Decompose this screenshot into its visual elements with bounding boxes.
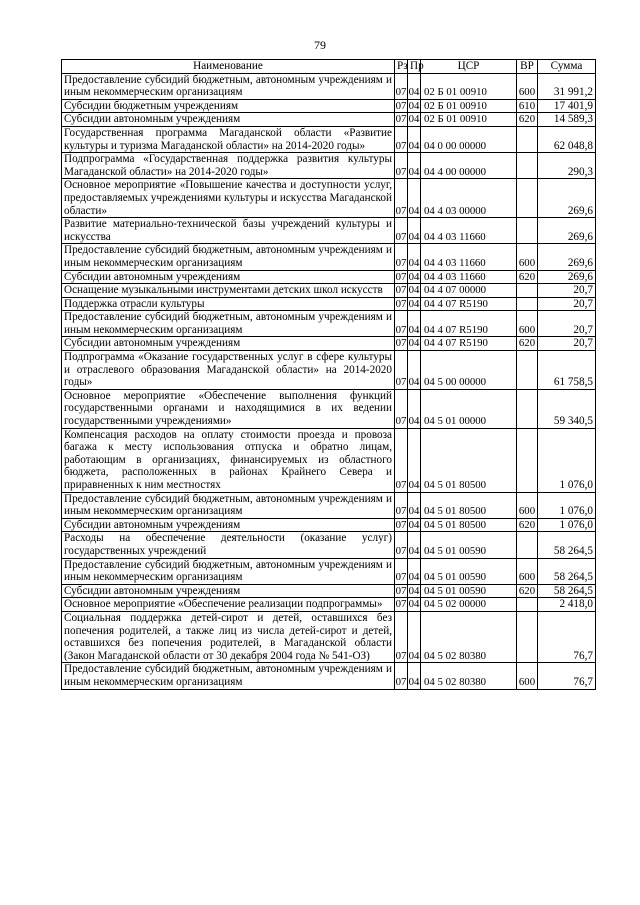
table-row (62, 337, 596, 351)
table-row (62, 584, 596, 598)
cell-csr: 04 5 01 00590 (421, 584, 517, 598)
cell-rz: 07 (395, 532, 408, 558)
table-row (62, 598, 596, 612)
cell-rz: 07 (395, 337, 407, 350)
cell-csr: 04 4 07 R5190 (421, 297, 517, 311)
cell-name: Предоставление субсидий бюджетным, автономным учреждениям и иным некоммерческим организациям (62, 244, 395, 270)
cell-csr: 04 5 01 80500 (421, 428, 517, 492)
cell-name: Субсидии автономным учреждениям (62, 113, 395, 127)
table-row (62, 179, 596, 218)
cell-pr: 04 (408, 532, 421, 558)
cell-vr (517, 284, 538, 298)
cell-csr: 02 Б 01 00910 (421, 99, 517, 113)
cell-vr (517, 351, 538, 390)
cell-name: Подпрограмма «Государственная поддержка развития культуры Магаданской области» на 2014-2020 годы» (62, 153, 395, 179)
cell-pr: 04 (408, 311, 421, 337)
cell-vr (517, 598, 538, 612)
budget-table (61, 59, 596, 690)
cell-rz: 07 (395, 611, 408, 662)
cell-pr: 04 (408, 584, 420, 597)
cell-csr: 04 4 07 R5190 (421, 337, 517, 351)
cell-vr (517, 218, 538, 244)
cell-vr: 620 (517, 113, 538, 127)
table-row (62, 284, 596, 298)
cell-csr: 04 4 03 00000 (421, 179, 517, 218)
table-row (62, 153, 596, 179)
table-row (62, 218, 596, 244)
header-name: Наименование (62, 60, 395, 74)
cell-vr (517, 389, 538, 428)
cell-csr: 04 5 01 00590 (421, 532, 517, 558)
cell-vr: 600 (517, 558, 538, 584)
cell-vr: 610 (517, 99, 538, 113)
cell-rz: 07 (395, 518, 407, 531)
cell-csr: 04 4 00 00000 (421, 153, 517, 179)
cell-pr: 04 (408, 73, 421, 99)
cell-vr: 600 (517, 244, 538, 270)
table-row (62, 518, 596, 532)
cell-rz: 07 (395, 244, 408, 270)
cell-sum: 20,7 (538, 337, 596, 351)
cell-rz: 07 (395, 311, 408, 337)
cell-pr: 04 (408, 179, 421, 218)
cell-sum: 1 076,0 (538, 428, 596, 492)
cell-csr: 04 5 02 80380 (421, 611, 517, 662)
cell-vr (517, 532, 538, 558)
table-row (62, 113, 596, 127)
header-csr: ЦСР (421, 60, 517, 74)
cell-rz: 07 (395, 584, 407, 597)
cell-name: Предоставление субсидий бюджетным, автономным учреждениям и иным некоммерческим организациям (62, 492, 395, 518)
cell-sum: 76,7 (538, 611, 596, 662)
cell-sum: 17 401,9 (538, 99, 596, 113)
table-row (62, 532, 596, 558)
cell-rz: 07 (395, 99, 407, 112)
cell-csr: 02 Б 01 00910 (421, 73, 517, 99)
cell-csr: 04 4 07 00000 (421, 284, 517, 298)
cell-name: Государственная программа Магаданской области «Развитие культуры и туризма Магаданской области» на 2014-2020 годы» (62, 126, 395, 152)
cell-pr: 04 (408, 244, 421, 270)
cell-vr: 600 (517, 311, 538, 337)
cell-pr: 04 (408, 518, 420, 531)
cell-pr: 04 (408, 270, 420, 283)
cell-vr (517, 126, 538, 152)
cell-name: Субсидии автономным учреждениям (62, 337, 395, 351)
cell-sum: 20,7 (538, 284, 596, 298)
cell-pr: 04 (408, 337, 420, 350)
cell-pr: 04 (408, 126, 421, 152)
cell-pr: 04 (408, 218, 421, 244)
cell-rz: 07 (395, 218, 408, 244)
cell-csr: 04 5 01 80500 (421, 492, 517, 518)
cell-vr: 600 (517, 73, 538, 99)
cell-rz: 07 (395, 558, 408, 584)
cell-pr: 04 (408, 99, 420, 112)
cell-name: Предоставление субсидий бюджетным, автономным учреждениям и иным некоммерческим организациям (62, 558, 395, 584)
cell-csr: 04 4 03 11660 (421, 218, 517, 244)
cell-vr (517, 297, 538, 311)
cell-name: Предоставление субсидий бюджетным, автономным учреждениям и иным некоммерческим организациям (62, 73, 395, 99)
cell-rz: 07 (395, 113, 407, 126)
cell-sum: 58 264,5 (538, 532, 596, 558)
cell-rz: 07 (395, 153, 408, 179)
table-header-row (62, 60, 596, 74)
cell-csr: 04 5 02 00000 (421, 598, 517, 612)
table-row (62, 311, 596, 337)
cell-name: Субсидии автономным учреждениям (62, 518, 395, 532)
cell-rz: 07 (395, 270, 407, 283)
table-row (62, 297, 596, 311)
table-row (62, 244, 596, 270)
table-row (62, 663, 596, 689)
table-row (62, 99, 596, 113)
cell-sum: 62 048,8 (538, 126, 596, 152)
table-row (62, 73, 596, 99)
cell-vr (517, 153, 538, 179)
cell-csr: 04 5 00 00000 (421, 351, 517, 390)
cell-sum: 269,6 (538, 244, 596, 270)
cell-sum: 58 264,5 (538, 558, 596, 584)
cell-name: Основное мероприятие «Повышение качества и доступности услуг, предоставляемых учреждениями культуры и искусства Магаданской области» (62, 179, 395, 218)
cell-sum: 2 418,0 (538, 598, 596, 612)
cell-vr (517, 611, 538, 662)
cell-name: Развитие материально-технической базы учреждений культуры и искусства (62, 218, 395, 244)
cell-rz: 07 (395, 598, 407, 611)
cell-csr: 04 5 01 80500 (421, 518, 517, 532)
cell-pr: 04 (408, 598, 420, 611)
cell-rz: 07 (395, 428, 408, 492)
cell-vr: 620 (517, 270, 538, 284)
cell-csr: 04 5 01 00590 (421, 558, 517, 584)
cell-pr: 04 (408, 284, 420, 297)
cell-csr: 04 5 01 00000 (421, 389, 517, 428)
cell-sum: 20,7 (538, 311, 596, 337)
cell-pr: 04 (408, 351, 421, 390)
cell-rz: 07 (395, 126, 408, 152)
cell-vr: 620 (517, 584, 538, 598)
cell-vr: 600 (517, 663, 538, 689)
table-row (62, 428, 596, 492)
cell-name: Основное мероприятие «Обеспечение реализации подпрограммы» (62, 598, 395, 612)
page-number: 79 (314, 38, 326, 52)
cell-vr (517, 179, 538, 218)
cell-sum: 61 758,5 (538, 351, 596, 390)
cell-rz: 07 (395, 73, 408, 99)
cell-name: Социальная поддержка детей-сирот и детей, оставшихся без попечения родителей, а также лиц из числа детей-сирот и детей, оставшихся без попечения родителей, в Магаданской области (Закон Магаданской области от 30 декабря 2004 года № 541-ОЗ) (62, 611, 395, 662)
cell-rz: 07 (395, 284, 407, 297)
cell-name: Расходы на обеспечение деятельности (оказание услуг) государственных учреждений (62, 532, 395, 558)
cell-vr (517, 428, 538, 492)
table-row (62, 389, 596, 428)
cell-name: Субсидии автономным учреждениям (62, 584, 395, 598)
cell-rz: 07 (395, 351, 408, 390)
cell-rz: 07 (395, 297, 407, 310)
cell-sum: 14 589,3 (538, 113, 596, 127)
cell-sum: 31 991,2 (538, 73, 596, 99)
cell-sum: 1 076,0 (538, 518, 596, 532)
cell-sum: 269,6 (538, 270, 596, 284)
cell-pr: 04 (408, 113, 420, 126)
table-row (62, 492, 596, 518)
cell-sum: 269,6 (538, 179, 596, 218)
header-sum: Сумма (538, 60, 596, 74)
cell-csr: 04 4 03 11660 (421, 270, 517, 284)
cell-name: Поддержка отрасли культуры (62, 297, 395, 311)
cell-sum: 58 264,5 (538, 584, 596, 598)
cell-name: Субсидии бюджетным учреждениям (62, 99, 395, 113)
cell-rz: 07 (395, 663, 408, 689)
header-vr: ВР (517, 60, 538, 74)
cell-name: Подпрограмма «Оказание государственных услуг в сфере культуры и отраслевого образования Магаданской области» на 2014-2020 годы» (62, 351, 395, 390)
cell-sum: 76,7 (538, 663, 596, 689)
cell-vr: 600 (517, 492, 538, 518)
cell-sum: 290,3 (538, 153, 596, 179)
cell-vr: 620 (517, 337, 538, 351)
table-row (62, 270, 596, 284)
cell-csr: 02 Б 01 00910 (421, 113, 517, 127)
cell-sum: 20,7 (538, 297, 596, 311)
cell-name: Оснащение музыкальными инструментами детских школ искусств (62, 284, 395, 298)
table-row (62, 351, 596, 390)
header-rz: Рз (395, 60, 408, 74)
cell-name: Субсидии автономным учреждениям (62, 270, 395, 284)
cell-csr: 04 4 03 11660 (421, 244, 517, 270)
cell-pr: 04 (408, 428, 421, 492)
table-row (62, 126, 596, 152)
cell-pr: 04 (408, 389, 421, 428)
table-body (62, 73, 596, 689)
cell-name: Предоставление субсидий бюджетным, автономным учреждениям и иным некоммерческим организациям (62, 663, 395, 689)
cell-csr: 04 0 00 00000 (421, 126, 517, 152)
cell-sum: 59 340,5 (538, 389, 596, 428)
cell-rz: 07 (395, 179, 408, 218)
cell-rz: 07 (395, 389, 408, 428)
cell-csr: 04 5 02 80380 (421, 663, 517, 689)
cell-sum: 269,6 (538, 218, 596, 244)
cell-name: Предоставление субсидий бюджетным, автономным учреждениям и иным некоммерческим организациям (62, 311, 395, 337)
cell-name: Основное мероприятие «Обеспечение выполнения функций государственными органами и находящимися в их ведении государственными учреждениями» (62, 389, 395, 428)
cell-sum: 1 076,0 (538, 492, 596, 518)
cell-pr: 04 (408, 611, 421, 662)
cell-pr: 04 (408, 492, 421, 518)
cell-csr: 04 4 07 R5190 (421, 311, 517, 337)
cell-pr: 04 (408, 558, 421, 584)
cell-rz: 07 (395, 492, 408, 518)
cell-pr: 04 (408, 663, 421, 689)
table-row (62, 558, 596, 584)
header-pr: Пр (408, 60, 421, 74)
cell-vr: 620 (517, 518, 538, 532)
cell-pr: 04 (408, 297, 420, 310)
cell-name: Компенсация расходов на оплату стоимости проезда и провоза багажа к месту использования отпуска и обратно лицам, работающим в организациях, финансируемых из областного бюджета, расположенных в районах Крайнего Севера и приравненных к ним местностях (62, 428, 395, 492)
table-row (62, 611, 596, 662)
cell-pr: 04 (408, 153, 421, 179)
